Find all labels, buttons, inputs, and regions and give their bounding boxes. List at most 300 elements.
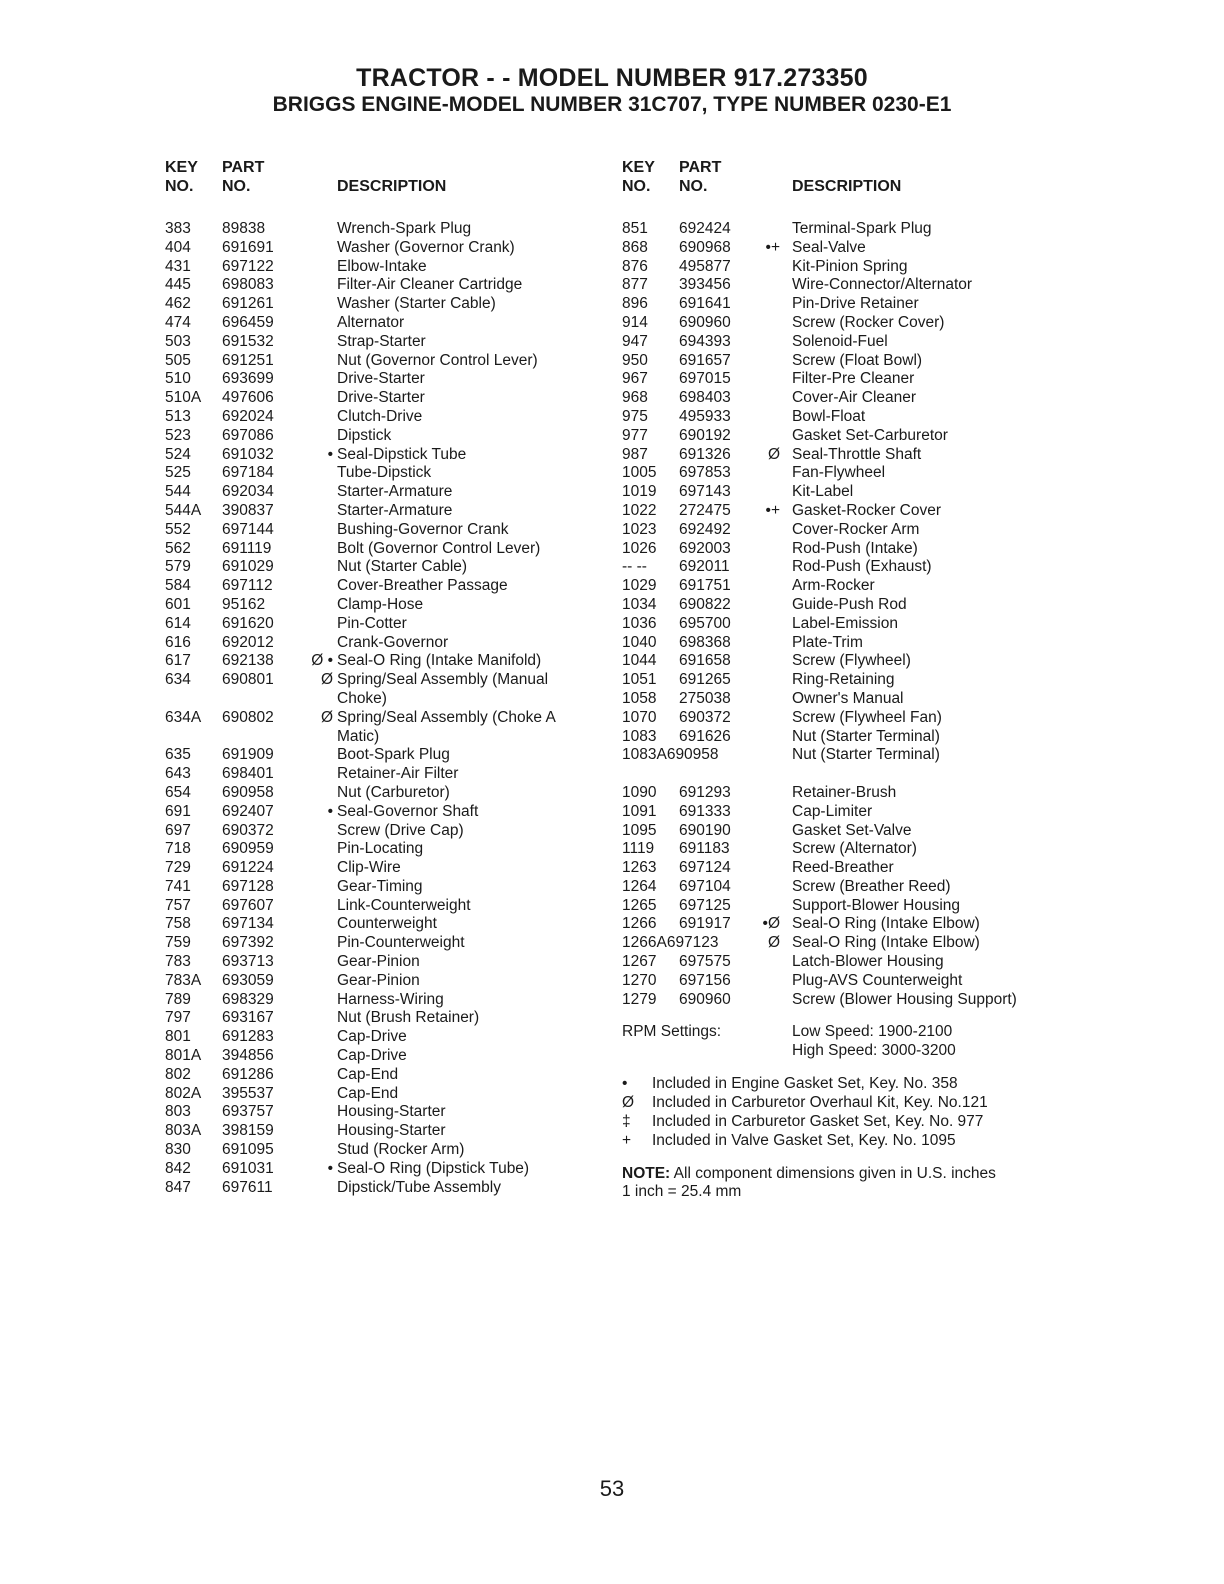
- part-key-no: 635: [165, 746, 191, 764]
- part-description: Screw (Flywheel Fan): [792, 708, 942, 726]
- header-description: DESCRIPTION: [792, 178, 902, 195]
- part-key-no: 842: [165, 1159, 191, 1177]
- part-key-no: 544A: [165, 501, 202, 519]
- part-description: Screw (Alternator): [792, 840, 917, 858]
- part-row: [622, 389, 1082, 408]
- part-row: [165, 897, 595, 916]
- part-no: 690190: [679, 821, 731, 839]
- part-key-no: 474: [165, 313, 191, 331]
- part-no: 495877: [679, 257, 731, 275]
- part-no: 691261: [222, 295, 274, 313]
- parts-list-left: [165, 220, 595, 1197]
- part-row: [622, 972, 1082, 991]
- part-no: 693167: [222, 1009, 274, 1027]
- part-description: Gear-Timing: [337, 877, 423, 895]
- part-no: 697128: [222, 877, 274, 895]
- part-description: Reed-Breather: [792, 859, 894, 877]
- part-no: 698403: [679, 389, 731, 407]
- legend-item: [622, 1132, 1082, 1151]
- part-no: 697575: [679, 953, 731, 971]
- part-row: [622, 615, 1082, 634]
- part-description: Seal-O Ring (Intake Elbow): [792, 934, 980, 952]
- part-row: [165, 1122, 595, 1141]
- part-no: 692492: [679, 520, 731, 538]
- part-no: 694393: [679, 332, 731, 350]
- part-mark: Ø: [767, 445, 780, 463]
- part-row: [165, 446, 595, 465]
- part-no: 697611: [222, 1178, 273, 1196]
- part-mark: Ø: [320, 708, 333, 726]
- part-no: 690372: [222, 821, 274, 839]
- page-subtitle: BRIGGS ENGINE-MODEL NUMBER 31C707, TYPE NUMBER 0230-E1: [272, 93, 952, 116]
- legend-item: [622, 1075, 1082, 1094]
- part-description: Rod-Push (Exhaust): [792, 558, 932, 576]
- part-description: Gasket Set-Carburetor: [792, 426, 948, 444]
- part-key-no: 783: [165, 953, 191, 971]
- part-row: [165, 991, 595, 1010]
- part-description: Dipstick/Tube Assembly: [337, 1178, 501, 1196]
- part-key-no: 950: [622, 351, 648, 369]
- part-row: [622, 634, 1082, 653]
- part-key-no: 803A: [165, 1122, 202, 1140]
- part-no: 497606: [222, 389, 274, 407]
- part-key-no: 513: [165, 407, 191, 425]
- part-no: 692034: [222, 483, 274, 501]
- part-row: [165, 558, 595, 577]
- header-part-no: NO.: [222, 178, 251, 195]
- part-description: Nut (Starter Terminal): [792, 746, 940, 764]
- part-row: [622, 276, 1082, 295]
- part-key-no: 510: [165, 370, 191, 388]
- part-description: Washer (Governor Crank): [337, 238, 515, 256]
- part-row: [622, 239, 1082, 258]
- part-description: Nut (Starter Cable): [337, 558, 468, 576]
- legend-item: [622, 1094, 1082, 1113]
- legend-symbol: ‡: [622, 1113, 631, 1131]
- part-no: 691620: [222, 614, 274, 632]
- part-row: [622, 483, 1082, 502]
- part-description: Fan-Flywheel: [792, 464, 886, 482]
- legend-symbol: Ø: [622, 1094, 635, 1112]
- part-key-no: 654: [165, 783, 191, 801]
- part-row: [165, 276, 595, 295]
- part-key-no: 584: [165, 577, 191, 595]
- header-part-no: NO.: [679, 178, 708, 195]
- part-no: 275038: [679, 689, 731, 707]
- part-key-no: 617: [165, 652, 191, 670]
- part-row: [165, 427, 595, 446]
- part-key-no: 1263: [622, 859, 657, 877]
- part-no: 89838: [222, 220, 266, 237]
- part-description: Retainer-Brush: [792, 783, 897, 801]
- part-description: Cover-Breather Passage: [337, 577, 508, 595]
- header-description: DESCRIPTION: [337, 178, 447, 195]
- part-description: Owner's Manual: [792, 689, 904, 707]
- part-row: [165, 483, 595, 502]
- part-row: [622, 803, 1082, 822]
- part-row: [165, 1047, 595, 1066]
- part-key-no: 868: [622, 238, 648, 256]
- part-row: [165, 464, 595, 483]
- part-key-no: 505: [165, 351, 191, 369]
- part-row: [622, 784, 1082, 803]
- part-description: Cap-End: [337, 1065, 399, 1083]
- part-description: Crank-Governor: [337, 633, 449, 651]
- part-key-no: 643: [165, 765, 191, 783]
- part-description: Filter-Air Cleaner Cartridge: [337, 276, 523, 294]
- legend-text: Included in Valve Gasket Set, Key. No. 1095: [652, 1131, 956, 1149]
- part-description: Arm-Rocker: [792, 577, 875, 595]
- part-key-no: 851: [622, 220, 648, 237]
- part-description: Nut (Starter Terminal): [792, 727, 940, 745]
- part-description: Elbow-Intake: [337, 257, 427, 275]
- part-row: [165, 1179, 595, 1198]
- part-key-no: 1040: [622, 633, 657, 651]
- part-key-no: 759: [165, 934, 191, 952]
- part-key-no: 987: [622, 445, 648, 463]
- part-row: [165, 220, 595, 239]
- part-no: 690802: [222, 708, 274, 726]
- part-row: [165, 746, 595, 765]
- part-row: [622, 446, 1082, 465]
- part-row: [622, 464, 1082, 483]
- part-key-no: 1026: [622, 539, 657, 557]
- note: [622, 1165, 1082, 1203]
- part-row: [622, 709, 1082, 728]
- part-row: [165, 765, 595, 784]
- part-key-no: 1265: [622, 896, 657, 914]
- part-key-no: 503: [165, 332, 191, 350]
- part-key-no: 1266: [622, 915, 657, 933]
- part-description: Starter-Armature: [337, 501, 453, 519]
- part-description: Clip-Wire: [337, 859, 401, 877]
- part-key-no: 975: [622, 407, 648, 425]
- part-key-no: 634: [165, 671, 191, 689]
- part-row: [165, 671, 595, 709]
- part-row: [165, 577, 595, 596]
- part-description: Bolt (Governor Control Lever): [337, 539, 541, 557]
- part-row: [165, 859, 595, 878]
- part-no: 690372: [679, 708, 731, 726]
- column-header: [622, 158, 1082, 198]
- part-row: [622, 258, 1082, 277]
- part-no: 691751: [679, 577, 731, 595]
- part-no: 693713: [222, 953, 274, 971]
- part-row: [165, 878, 595, 897]
- rpm-label: RPM Settings:: [622, 1023, 722, 1041]
- part-key-no: 562: [165, 539, 191, 557]
- part-key-no: 803: [165, 1103, 191, 1121]
- part-row: [622, 915, 1082, 934]
- part-no: 697112: [222, 577, 273, 595]
- part-key-no: 1058: [622, 689, 657, 707]
- part-no: 691532: [222, 332, 274, 350]
- header-part: PART: [222, 159, 265, 176]
- part-no: 697143: [679, 483, 731, 501]
- part-description: Wire-Connector/Alternator: [792, 276, 973, 294]
- part-description: Gasket-Rocker Cover: [792, 501, 942, 519]
- part-no: 691224: [222, 859, 274, 877]
- part-row: [165, 1085, 595, 1104]
- part-no: 698401: [222, 765, 274, 783]
- part-no: 690968: [679, 238, 731, 256]
- part-description: Wrench-Spark Plug: [337, 220, 472, 237]
- part-no: 691658: [679, 652, 731, 670]
- part-description: Seal-O Ring (Dipstick Tube): [337, 1159, 530, 1177]
- part-key-no: 1029: [622, 577, 657, 595]
- part-row: [165, 615, 595, 634]
- part-description: Seal-O Ring (Intake Manifold): [337, 652, 542, 670]
- part-no: 697853: [679, 464, 731, 482]
- part-key-no: 830: [165, 1141, 191, 1159]
- part-description: Seal-O Ring (Intake Elbow): [792, 915, 980, 933]
- part-description: Clutch-Drive: [337, 407, 423, 425]
- part-no: 691626: [679, 727, 731, 745]
- part-row: [165, 1103, 595, 1122]
- part-description: Retainer-Air Filter: [337, 765, 459, 783]
- part-no: 690960: [679, 990, 731, 1008]
- legend-text: Included in Carburetor Overhaul Kit, Key. No.121: [652, 1094, 988, 1112]
- part-no: 690960: [679, 313, 731, 331]
- part-row: [165, 1141, 595, 1160]
- part-mark: •Ø: [762, 915, 780, 933]
- part-key-no: 1083: [622, 727, 657, 745]
- part-row: [165, 915, 595, 934]
- part-key-no: 1005: [622, 464, 657, 482]
- part-row: [622, 671, 1082, 690]
- part-row: [165, 634, 595, 653]
- part-row: [165, 1160, 595, 1179]
- part-description: Pin-Locating: [337, 840, 424, 858]
- part-no: 690801: [222, 671, 274, 689]
- part-row: [622, 934, 1082, 953]
- part-row: [622, 690, 1082, 709]
- header-key: KEY: [622, 159, 655, 176]
- part-row: [165, 314, 595, 333]
- part-description: Cap-Drive: [337, 1028, 407, 1046]
- part-key-no: 876: [622, 257, 648, 275]
- part-row: [622, 220, 1082, 239]
- part-mark: •: [327, 802, 333, 820]
- part-mark: •+: [765, 501, 780, 519]
- part-key-no: 579: [165, 558, 191, 576]
- part-key-no: 877: [622, 276, 648, 294]
- part-no: 697104: [679, 877, 731, 895]
- parts-column-left: [165, 158, 595, 1197]
- part-description: Label-Emission: [792, 614, 898, 632]
- part-row: [165, 822, 595, 841]
- page-number: 53: [599, 1476, 625, 1501]
- part-row: [165, 258, 595, 277]
- part-no: 691283: [222, 1028, 274, 1046]
- part-key-no: 552: [165, 520, 191, 538]
- part-key-no: 1036: [622, 614, 657, 632]
- part-description: Guide-Push Rod: [792, 595, 907, 613]
- part-key-no: 1083A690958: [622, 746, 719, 764]
- rpm-high-speed: High Speed: 3000-3200: [792, 1042, 956, 1060]
- part-no: 697392: [222, 934, 274, 952]
- part-description: Bowl-Float: [792, 407, 866, 425]
- part-no: 697156: [679, 971, 731, 989]
- part-key-no: 523: [165, 426, 191, 444]
- part-description: Screw (Float Bowl): [792, 351, 923, 369]
- part-key-no: 1266A697123: [622, 934, 719, 952]
- part-description: Seal-Governor Shaft: [337, 802, 479, 820]
- part-description: Clamp-Hose: [337, 595, 424, 613]
- note-text: All component dimensions given in U.S. inches: [673, 1164, 996, 1182]
- part-description: Housing-Starter: [337, 1103, 446, 1121]
- part-row: [165, 333, 595, 352]
- part-key-no: 741: [165, 877, 191, 895]
- part-description: Gasket Set-Valve: [792, 821, 912, 839]
- part-row: [165, 352, 595, 371]
- rpm-low-speed: Low Speed: 1900-2100: [792, 1023, 953, 1041]
- part-no: 695700: [679, 614, 731, 632]
- part-row: [165, 295, 595, 314]
- part-no: 697086: [222, 426, 274, 444]
- part-no: 691286: [222, 1065, 274, 1083]
- part-mark: Ø: [320, 671, 333, 689]
- part-key-no: 1091: [622, 802, 657, 820]
- part-mark: •: [327, 1159, 333, 1177]
- part-row: [165, 389, 595, 408]
- header-part: PART: [679, 159, 722, 176]
- part-description: Gear-Pinion: [337, 971, 420, 989]
- part-row: [622, 352, 1082, 371]
- symbol-legend: [622, 1075, 1082, 1150]
- part-no: 693757: [222, 1103, 274, 1121]
- part-description: Rod-Push (Intake): [792, 539, 918, 557]
- part-key-no: 718: [165, 840, 191, 858]
- part-row: [622, 953, 1082, 972]
- part-key-no: 802A: [165, 1084, 202, 1102]
- part-description: Filter-Pre Cleaner: [792, 370, 915, 388]
- note-label: NOTE:: [622, 1164, 671, 1182]
- part-no: 691251: [222, 351, 274, 369]
- part-no: 692012: [222, 633, 274, 651]
- part-no: 697134: [222, 915, 274, 933]
- part-row: [622, 577, 1082, 596]
- part-no: 272475: [679, 501, 731, 519]
- part-description: Counterweight: [337, 915, 437, 933]
- part-key-no: 802: [165, 1065, 191, 1083]
- part-no: 95162: [222, 595, 266, 613]
- rpm-settings: [622, 1023, 1082, 1061]
- part-no: 691293: [679, 783, 731, 801]
- part-no: 697144: [222, 520, 274, 538]
- part-description: Starter-Armature: [337, 483, 453, 501]
- part-description: Alternator: [337, 313, 405, 331]
- part-no: 697124: [679, 859, 731, 877]
- part-row: [622, 370, 1082, 389]
- part-description: Tube-Dipstick: [337, 464, 432, 482]
- part-key-no: 729: [165, 859, 191, 877]
- part-no: 692011: [679, 558, 730, 576]
- part-description: Washer (Starter Cable): [337, 295, 496, 313]
- part-row: [165, 1028, 595, 1047]
- part-key-no: 1267: [622, 953, 657, 971]
- part-description: Cap-End: [337, 1084, 399, 1102]
- part-description: Pin-Counterweight: [337, 934, 465, 952]
- part-key-no: 783A: [165, 971, 202, 989]
- part-no: 690958: [222, 783, 274, 801]
- part-no: 691183: [679, 840, 730, 858]
- part-description: Dipstick: [337, 426, 392, 444]
- part-no: 692138: [222, 652, 274, 670]
- part-description: Link-Counterweight: [337, 896, 471, 914]
- part-key-no: 462: [165, 295, 191, 313]
- part-no: 698329: [222, 990, 274, 1008]
- part-key-no: 1044: [622, 652, 657, 670]
- part-no: 692424: [679, 220, 731, 237]
- part-row: [622, 765, 1082, 784]
- part-description: Harness-Wiring: [337, 990, 444, 1008]
- part-no: 393456: [679, 276, 731, 294]
- part-no: 691909: [222, 746, 274, 764]
- part-row: [165, 408, 595, 427]
- part-description: Drive-Starter: [337, 389, 425, 407]
- part-no: 698083: [222, 276, 274, 294]
- part-key-no: 758: [165, 915, 191, 933]
- part-description: Cover-Rocker Arm: [792, 520, 920, 538]
- part-key-no: 1279: [622, 990, 657, 1008]
- part-description: Plate-Trim: [792, 633, 863, 651]
- part-row: [622, 859, 1082, 878]
- part-description: Solenoid-Fuel: [792, 332, 888, 350]
- part-description: Bushing-Governor Crank: [337, 520, 509, 538]
- part-description: Screw (Flywheel): [792, 652, 911, 670]
- part-key-no: 968: [622, 389, 648, 407]
- part-key-no: 1270: [622, 971, 657, 989]
- legend-text: Included in Engine Gasket Set, Key. No. 358: [652, 1075, 958, 1093]
- header-key-no: NO.: [622, 178, 651, 195]
- part-key-no: 967: [622, 370, 648, 388]
- part-key-no: 1022: [622, 501, 657, 519]
- part-description: Kit-Pinion Spring: [792, 257, 908, 275]
- part-row: [165, 1009, 595, 1028]
- part-description: Screw (Rocker Cover): [792, 313, 945, 331]
- part-no: 691917: [679, 915, 731, 933]
- part-no: 691657: [679, 351, 731, 369]
- part-row: [622, 840, 1082, 859]
- part-no: 692024: [222, 407, 274, 425]
- part-description: Seal-Dipstick Tube: [337, 445, 467, 463]
- part-description: Cap-Drive: [337, 1047, 407, 1065]
- part-row: [622, 314, 1082, 333]
- part-key-no: -- --: [622, 558, 647, 576]
- part-description: Support-Blower Housing: [792, 896, 961, 914]
- part-mark: •: [327, 445, 333, 463]
- part-key-no: 697: [165, 821, 191, 839]
- part-row: [622, 540, 1082, 559]
- part-no: 691031: [222, 1159, 274, 1177]
- part-key-no: 383: [165, 220, 191, 237]
- part-key-no: 510A: [165, 389, 202, 407]
- part-key-no: 634A: [165, 708, 202, 726]
- header-key: KEY: [165, 159, 198, 176]
- part-key-no: 977: [622, 426, 648, 444]
- part-row: [622, 991, 1082, 1010]
- part-key-no: 1019: [622, 483, 657, 501]
- part-key-no: 757: [165, 896, 191, 914]
- part-no: 394856: [222, 1047, 274, 1065]
- part-no: 698368: [679, 633, 731, 651]
- part-row: [622, 596, 1082, 615]
- part-no: 697607: [222, 896, 274, 914]
- part-row: [622, 878, 1082, 897]
- part-row: [165, 540, 595, 559]
- part-row: [165, 502, 595, 521]
